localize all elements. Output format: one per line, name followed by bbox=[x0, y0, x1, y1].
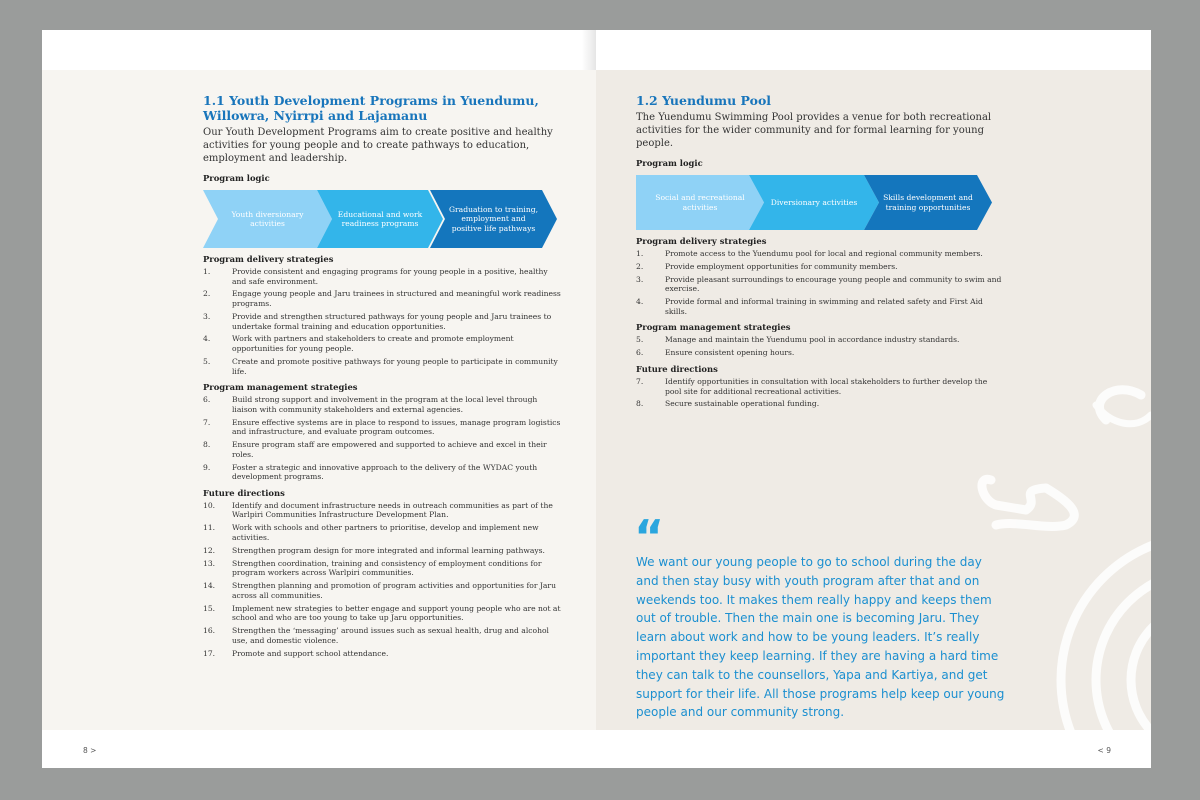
list-item-text: Strengthen planning and promotion of program activities and opportunities for Jaru across all communities. bbox=[232, 581, 556, 600]
top-margin-band bbox=[42, 30, 596, 70]
list-item-number: 4. bbox=[636, 297, 644, 307]
list-item-text: Work with schools and other partners to prioritise, develop and implement new activities. bbox=[232, 523, 539, 542]
list-item-text: Provide and strengthen structured pathways for young people and Jaru trainees to undertake formal training and education opportunities. bbox=[232, 311, 552, 331]
list-item-number: 8. bbox=[203, 440, 211, 450]
list-item-number: 1. bbox=[636, 249, 644, 258]
list-item-text: Provide employment opportunities for community members. bbox=[665, 261, 898, 271]
flow-step-3 bbox=[430, 190, 557, 248]
list-item-number: 1. bbox=[203, 267, 211, 276]
list-item-text: Work with partners and stakeholders to create and promote employment opportunities for young people. bbox=[232, 334, 514, 354]
list-item-text: Secure sustainable operational funding. bbox=[665, 399, 820, 409]
program-logic-flow bbox=[203, 190, 563, 248]
list-item-text: Provide formal and informal training in swimming and related safety and First Aid skills. bbox=[665, 297, 983, 316]
strategy-sections bbox=[636, 236, 1006, 409]
strategy-heading: Future directions bbox=[203, 487, 285, 498]
list-item-text: Strengthen the ‘messaging’ around issues such as sexual health, drug and alcohol use, and domestic violence. bbox=[232, 626, 549, 645]
flow-step-label: Youth diversionary activities bbox=[231, 209, 304, 228]
list-item bbox=[636, 297, 1006, 316]
list-item-text: Promote and support school attendance. bbox=[232, 648, 389, 658]
list-item bbox=[203, 463, 563, 482]
strategy-list bbox=[203, 501, 563, 658]
right-page bbox=[596, 30, 1151, 768]
list-item-text: Create and promote positive pathways for young people to participate in community life. bbox=[232, 356, 558, 376]
list-item bbox=[636, 249, 1006, 259]
flow-step-label: Skills development and training opportunities bbox=[883, 193, 973, 212]
list-item bbox=[636, 335, 1006, 345]
strategy-sections bbox=[203, 254, 563, 658]
flow-step-1 bbox=[203, 190, 332, 248]
pull-quote: We want our young people to go to school during the day and then stay busy with youth program after that and on weekends too. It makes them really happy and keeps them out of trouble. Then the main one is becoming Jaru. They learn about work and how to be young leaders. It’s really important they keep learning. If they are having a hard time they can talk to the counsellors, Yapa and Kartiya, and get support for their life. All those programs help keep our young people and our community strong. bbox=[636, 555, 1005, 720]
strategy-heading: Program delivery strategies bbox=[636, 236, 767, 246]
program-logic-flow bbox=[636, 175, 1006, 230]
strategy-heading: Program management strategies bbox=[203, 382, 358, 393]
list-item-number: 11. bbox=[203, 523, 216, 533]
flow-step-label: Diversionary activities bbox=[770, 197, 858, 207]
list-item-text: Provide pleasant surroundings to encourage young people and community to swim and exercise. bbox=[665, 274, 1002, 294]
program-logic-heading: Program logic bbox=[636, 158, 703, 168]
list-item bbox=[203, 626, 563, 645]
strategy-heading: Future directions bbox=[636, 363, 718, 374]
list-item bbox=[203, 559, 563, 578]
left-content bbox=[203, 93, 563, 661]
list-item-number: 16. bbox=[203, 626, 216, 636]
list-item-number: 7. bbox=[203, 417, 211, 427]
bottom-margin-band bbox=[42, 730, 596, 768]
strategy-list bbox=[636, 249, 1006, 316]
list-item bbox=[636, 399, 1006, 409]
list-item-text: Implement new strategies to better engage and support young people who are not at school and who are too young to take up Jaru opportunities. bbox=[232, 603, 561, 623]
list-item bbox=[203, 501, 563, 520]
strategy-heading: Program delivery strategies bbox=[203, 254, 334, 264]
flow-step-label: Educational and work readiness programs bbox=[337, 209, 423, 228]
list-item-number: 15. bbox=[203, 603, 216, 613]
strategy-list bbox=[636, 377, 1006, 409]
list-item bbox=[203, 440, 563, 459]
list-item bbox=[203, 357, 563, 376]
section-intro: The Yuendumu Swimming Pool provides a venue for both recreational activities for the wider community and for formal learning for young people. bbox=[636, 112, 992, 149]
flow-step-1 bbox=[636, 175, 764, 230]
list-item-number: 3. bbox=[203, 311, 211, 321]
flow-step-3 bbox=[864, 175, 992, 230]
list-item-number: 6. bbox=[636, 348, 644, 358]
list-item-number: 3. bbox=[636, 274, 644, 284]
list-item-number: 14. bbox=[203, 581, 216, 591]
list-item-text: Identify and document infrastructure needs in outreach communities as part of the Warlpiri Communities Infrastructure Development Plan. bbox=[232, 500, 553, 520]
strategy-list bbox=[203, 267, 563, 376]
right-content bbox=[636, 93, 1006, 412]
page-number: 8 > bbox=[83, 746, 97, 755]
flow-step-2 bbox=[317, 190, 443, 248]
quote-mark-icon: “ bbox=[634, 514, 665, 550]
list-item-text: Identify opportunities in consultation with local stakeholders to further develop the pool site for additional recreational activities. bbox=[665, 376, 988, 396]
list-item-number: 8. bbox=[636, 399, 644, 409]
list-item-number: 10. bbox=[203, 500, 216, 510]
section-intro: Our Youth Development Programs aim to create positive and healthy activities for young people and to create pathways to education, employment and leadership. bbox=[203, 127, 553, 164]
list-item-number: 2. bbox=[203, 289, 211, 299]
list-item-text: Engage young people and Jaru trainees in structured and meaningful work readiness programs. bbox=[232, 289, 561, 309]
list-item bbox=[203, 546, 563, 556]
list-item-text: Provide consistent and engaging programs for young people in a positive, healthy and safe environment. bbox=[232, 267, 548, 286]
list-item-text: Foster a strategic and innovative approach to the delivery of the WYDAC youth development programs. bbox=[232, 462, 538, 482]
strategy-heading: Program management strategies bbox=[636, 322, 791, 333]
list-item bbox=[203, 289, 563, 308]
page-number: < 9 bbox=[1097, 746, 1111, 755]
section-title: 1.2 Yuendumu Pool bbox=[636, 93, 772, 108]
list-item-text: Ensure effective systems are in place to respond to issues, manage program logistics and infrastructure, and evaluate program outcomes. bbox=[232, 417, 561, 437]
list-item bbox=[636, 348, 1006, 358]
strategy-list bbox=[636, 335, 1006, 357]
list-item bbox=[203, 334, 563, 353]
list-item bbox=[203, 649, 563, 659]
list-item-text: Ensure consistent opening hours. bbox=[665, 348, 795, 358]
list-item-number: 4. bbox=[203, 334, 211, 344]
list-item-text: Manage and maintain the Yuendumu pool in accordance industry standards. bbox=[665, 335, 960, 345]
section-title: 1.1 Youth Development Programs in Yuendumu, Willowra, Nyirrpi and Lajamanu bbox=[203, 93, 539, 123]
list-item-text: Ensure program staff are empowered and supported to achieve and excel in their roles. bbox=[232, 440, 547, 459]
left-page bbox=[42, 30, 596, 768]
list-item-text: Strengthen program design for more integrated and informal learning pathways. bbox=[232, 545, 545, 555]
list-item-number: 2. bbox=[636, 261, 644, 271]
list-item-number: 5. bbox=[636, 335, 644, 345]
flow-step-label: Graduation to training, employment and positive life pathways bbox=[448, 204, 539, 233]
list-item-number: 9. bbox=[203, 462, 211, 472]
list-item bbox=[203, 418, 563, 437]
flow-step-2 bbox=[749, 175, 879, 230]
list-item bbox=[203, 604, 563, 623]
list-item-number: 12. bbox=[203, 545, 216, 555]
list-item-text: Strengthen coordination, training and consistency of employment conditions for program workers across Warlpiri communities. bbox=[232, 558, 542, 578]
list-item bbox=[203, 312, 563, 331]
list-item bbox=[203, 267, 563, 286]
list-item bbox=[203, 581, 563, 600]
list-item-number: 13. bbox=[203, 558, 216, 568]
list-item bbox=[636, 262, 1006, 272]
strategy-list bbox=[203, 395, 563, 482]
list-item-text: Build strong support and involvement in the program at the local level through liaison with community stakeholders and external agencies. bbox=[232, 395, 538, 414]
list-item-text: Promote access to the Yuendumu pool for local and regional community members. bbox=[665, 249, 983, 258]
list-item-number: 6. bbox=[203, 395, 211, 405]
program-logic-heading: Program logic bbox=[203, 173, 270, 183]
list-item-number: 7. bbox=[636, 376, 644, 386]
list-item-number: 17. bbox=[203, 648, 216, 658]
flow-step-label: Social and recreational activities bbox=[655, 193, 745, 212]
list-item bbox=[203, 523, 563, 542]
list-item bbox=[636, 377, 1006, 396]
list-item bbox=[636, 275, 1006, 294]
list-item bbox=[203, 395, 563, 414]
list-item-number: 5. bbox=[203, 356, 211, 366]
